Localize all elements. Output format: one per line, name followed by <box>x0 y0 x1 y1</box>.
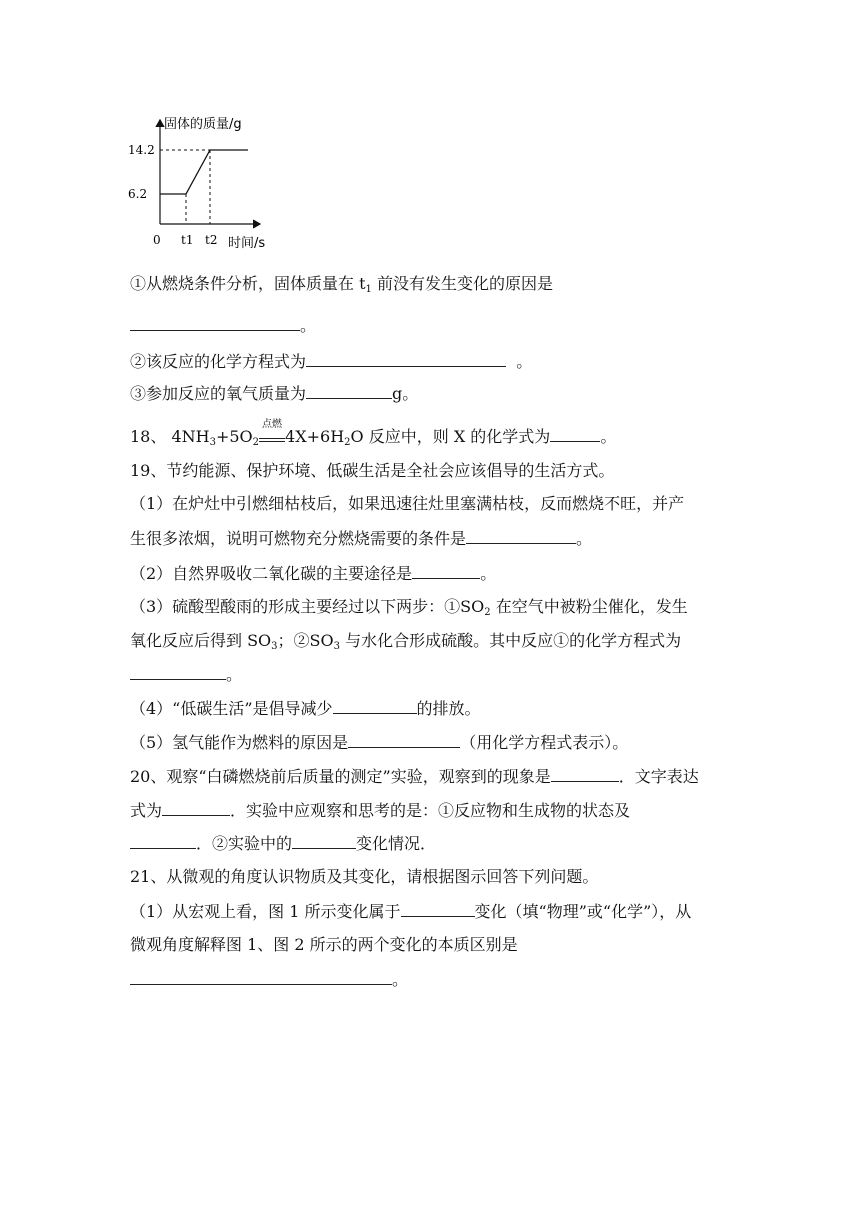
q18-text-d: O 反应中，则 X 的化学式为 <box>350 427 551 446</box>
q19-part-4 <box>130 697 481 720</box>
reaction-condition <box>259 419 285 442</box>
q19-part-3-line-1 <box>130 596 688 624</box>
answer-blank[interactable] <box>466 527 576 544</box>
q19-part-3-line-2 <box>130 630 681 658</box>
q20-text: 20、观察“白磷燃烧前后质量的测定”实验，观察到的现象是 <box>130 767 551 786</box>
series-line <box>160 150 248 194</box>
q20-text-end: ．文字表达 <box>618 767 699 786</box>
punct: 。 <box>300 316 317 335</box>
q19-part-2-text: （2）自然界吸收二氧化碳的主要途径是 <box>130 564 413 583</box>
y-tick-label: 14.2 <box>128 143 155 157</box>
answer-blank[interactable] <box>333 697 417 714</box>
q19-part-5-text: （5）氢气能作为燃料的原因是 <box>130 733 349 752</box>
q19-part-3-text-c: 氧化反应后得到 SO <box>130 631 272 650</box>
q18-text-b: +5O <box>215 427 253 446</box>
punct: 。 <box>576 529 593 548</box>
answer-blank[interactable] <box>292 832 356 849</box>
q21-part-1-line-3 <box>130 968 408 991</box>
q21-part-1-line-2: 微观角度解释图 1、图 2 所示的两个变化的本质区别是 <box>130 935 518 954</box>
q20-line-2 <box>130 799 630 822</box>
answer-blank[interactable] <box>130 663 226 680</box>
answer-blank[interactable] <box>412 562 480 579</box>
x-tick-label: t2 <box>205 233 218 247</box>
condition-label: 点燃 <box>262 419 283 430</box>
q18 <box>130 419 617 454</box>
answer-blank[interactable] <box>130 314 300 331</box>
q19-part-3-text-e: 与水化合形成硫酸。其中反应①的化学方程式为 <box>340 631 682 650</box>
q17-item-1 <box>130 273 553 301</box>
subscript: 3 <box>209 437 216 448</box>
q17-item-2 <box>130 350 532 373</box>
q17-item-3-text: ③参加反应的氧气质量为 <box>130 384 307 403</box>
q18-text-c: 4X+6H <box>285 427 345 446</box>
answer-blank[interactable] <box>550 425 600 442</box>
subscript: 3 <box>271 641 278 652</box>
answer-blank[interactable] <box>401 900 475 917</box>
chart-svg <box>128 112 288 264</box>
y-axis-label: 固体的质量/g <box>164 117 242 132</box>
punct: 。 <box>392 970 409 989</box>
q19-part-2 <box>130 562 496 585</box>
q17-item-1-text-b: 前没有发生变化的原因是 <box>371 274 553 293</box>
q19-part-5 <box>130 731 628 754</box>
x-tick-label: t1 <box>181 233 194 247</box>
q21-title: 21、从微观的角度认识物质及其变化，请根据图示回答下列问题。 <box>130 867 599 886</box>
subscript: 2 <box>252 437 260 448</box>
q17-item-2-text: ②该反应的化学方程式为 <box>130 352 307 371</box>
q20-line-3 <box>130 832 436 855</box>
q19-part-3-text: （3）硫酸型酸雨的形成主要经过以下两步：①SO <box>130 597 485 616</box>
subscript: 2 <box>484 607 491 618</box>
q19-part-4-end: 的排放。 <box>416 699 481 718</box>
answer-blank[interactable] <box>306 350 506 367</box>
punct: 。 <box>516 352 533 371</box>
origin-label: 0 <box>153 233 161 247</box>
answer-blank[interactable] <box>306 382 392 399</box>
y-tick-label: 6.2 <box>128 187 148 201</box>
q20-text-b: 式为 <box>130 801 163 820</box>
q20-text-c: ．②实验中的 <box>196 834 293 853</box>
punct: 。 <box>600 427 617 446</box>
q19-part-1-line-1: （1）在炉灶中引燃细枯枝后，如果迅速往灶里塞满枯枝，反而燃烧不旺，并产 <box>130 494 685 513</box>
mass-time-chart <box>128 112 288 264</box>
q18-text: 18、 4NH <box>130 427 210 446</box>
answer-blank[interactable] <box>130 832 196 849</box>
q19-part-3-text-d: ；②SO <box>277 631 334 650</box>
equals-sign <box>259 438 285 442</box>
answer-blank[interactable] <box>162 799 230 816</box>
q21-part-1-text: （1）从宏观上看，图 1 所示变化属于 <box>130 902 401 921</box>
q19-part-3-line-3 <box>130 663 242 686</box>
q21-part-1-text-b: 变化（填“物理”或“化学”），从 <box>474 902 692 921</box>
answer-blank[interactable] <box>551 765 619 782</box>
q19-part-3-text-b: 在空气中被粉尘催化，发生 <box>490 597 688 616</box>
q19-part-1-line-2 <box>130 527 592 550</box>
q20-line-1 <box>130 765 699 788</box>
q20-text-c-end: 变化情况． <box>356 834 437 853</box>
punct: 。 <box>226 665 243 684</box>
q19-title: 19、节约能源、保护环境、低碳生活是全社会应该倡导的生活方式。 <box>130 461 615 480</box>
x-axis-label: 时间/s <box>228 236 266 251</box>
q21-part-1-line-1 <box>130 900 691 923</box>
subscript: 1 <box>365 284 372 295</box>
q19-part-1-text: 生很多浓烟，说明可燃物充分燃烧需要的条件是 <box>130 529 467 548</box>
subscript: 2 <box>344 437 351 448</box>
q19-part-4-text: （4）“低碳生活”是倡导减少 <box>130 699 333 718</box>
answer-blank[interactable] <box>130 968 392 985</box>
answer-blank[interactable] <box>348 731 460 748</box>
q17-item-3 <box>130 382 418 405</box>
punct: 。 <box>480 564 497 583</box>
q17-item-1-answer <box>130 314 316 337</box>
q20-text-b-end: ．实验中应观察和思考的是：①反应物和生成物的状态及 <box>230 801 631 820</box>
subscript: 3 <box>333 641 341 652</box>
unit: g。 <box>392 384 419 403</box>
q19-part-5-end: （用化学方程式表示）。 <box>460 733 629 752</box>
q17-item-1-text: ①从燃烧条件分析，固体质量在 t <box>130 274 366 293</box>
